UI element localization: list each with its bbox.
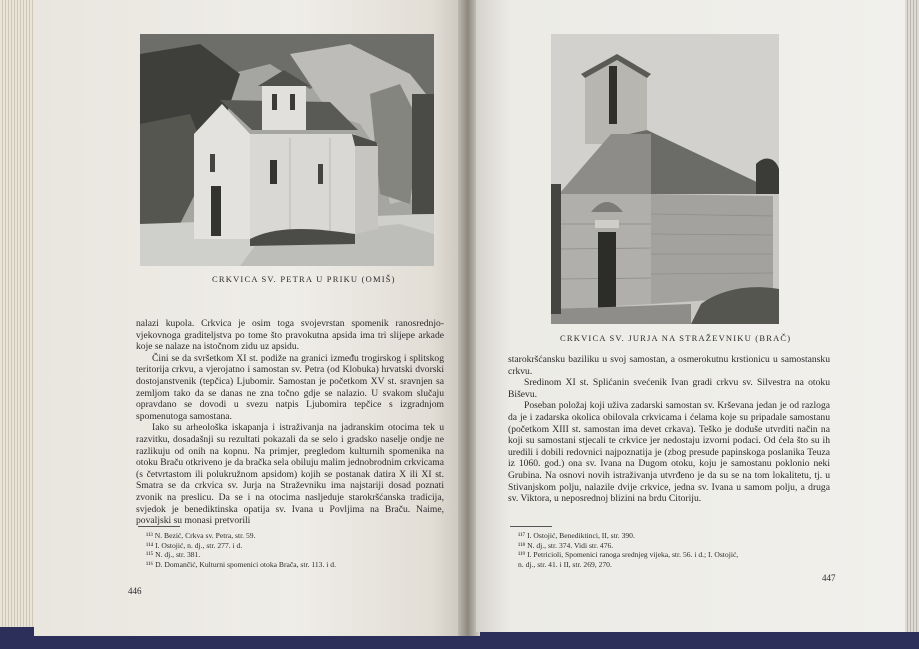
footnote: ¹¹⁸ N. dj., str. 374. Vidi str. 476. xyxy=(518,540,614,550)
footnote: ¹¹⁵ N. dj., str. 381. xyxy=(146,550,201,560)
photo-caption-right: CRKVICA SV. JURJA NA STRAŽEVNIKU (BRAČ) xyxy=(560,333,792,343)
photo-caption-left: CRKVICA SV. PETRA U PRIKU (OMIŠ) xyxy=(212,274,396,284)
paragraph: nalazi kupola. Crkvica je osim toga svojevrstan spomenik ranosrednjo-vjekovnoga graditeljstva po tome što pravokutna apsida ima tri slijepe arkade koje se nalaze na istočnom zidu uz apsidu. xyxy=(136,318,444,353)
page-number-left: 446 xyxy=(128,586,142,596)
footnote-divider xyxy=(138,526,180,527)
paragraph: starokršćansku baziliku u svoj samostan, a osmerokutnu krstionicu u samostansku crkvu. xyxy=(508,354,830,377)
right-body-text xyxy=(508,354,830,505)
footnote: n. dj., str. 41. i II, str. 269, 270. xyxy=(518,559,612,569)
right-footnotes xyxy=(518,531,738,569)
footnote: ¹¹⁴ I. Ostojić, n. dj., str. 277. i d. xyxy=(146,540,243,550)
footnote-divider xyxy=(510,526,552,527)
paragraph: Čini se da svršetkom XI st. podiže na granici između trogirskog i splitskog teritorija crkvu, a vjerojatno i samostan sv. Petra (od Klobuka) hrvatski dvorski dostojanstvenik (tepčica) Ljubomir. Samostan je početkom XV st. sravnjen sa zemljom tako da se danas ne zna točno gdje se nalazio. U svakom slučaju opravdano se dovodi u svezu natpis Ljubomira tepčice s izgradnjom spomenutoga samostana. xyxy=(136,352,444,422)
left-footnotes xyxy=(146,531,336,569)
footnote: ¹¹⁶ D. Domančić, Kulturni spomenici otoka Brača, str. 113. i d. xyxy=(146,559,336,569)
church-photo-sv-petra xyxy=(140,34,434,266)
footnote: ¹¹⁹ I. Petricioli, Spomenici ranoga srednjeg vijeka, str. 56. i d.; I. Ostojić, xyxy=(518,550,739,560)
book-page-edges-right xyxy=(905,0,919,632)
footnote: ¹¹³ N. Bezić, Crkva sv. Petra, str. 59. xyxy=(146,531,256,540)
church-photo-sv-jurja xyxy=(551,34,779,324)
paragraph: Poseban položaj koji uživa zadarski samostan sv. Krševana jedan je od razloga da je i zadarska okolica obilovala crkvicama i ćelama koje su pripadale samostanu (početkom XIII st. samostan ima devet crkava). Teško je doduše utvrditi način na koji su samostani stjecali te crkvice jer nedostaju izvorni podaci. Od ćela što su ih uredili i dobili redovnici najpoznatija je (zbog presude papinskoga poslanika Teuza iz 1060. god.) ona sv. Ivana na Dugom otoku, koju je samostanu poklonio neki Grubina. Na osnovi novih istraživanja utvrđeno je da su se na tom lokalitetu, tj. u Stivanjskom polju, nalazile dvije crkvice, jedna sv. Ivana u samom polju, a druga sv. Viktora, u neposrednoj blizini na brdu Citoriju. xyxy=(508,400,830,505)
paragraph: Iako su arheološka iskapanja i istraživanja na jadranskim otocima tek u razvitku, dosadašnji su rezultati pokazali da se selo i gradsko naselje ondje ne razlikuju od onih na kopnu. Na primjer, pregledom kulturnih spomenika na otoku Braču otkriveno je da bračka sela obiluju malim jednobrodnim crkvicama (s četvrtastom ili polukružnom apsidom) kojih se postanak datira X ili XI st. Smatra se da crkvica sv. Jurja na Straževniku ima najstariji dosad poznati zvonik na preslicu. Da se i na otocima nasljeduje starokršćanska tradicija, svjedok je benediktinska opatija sv. Ivana u Povljima na Braču. Naime, povaljski su monasi pretvorili xyxy=(136,422,444,527)
footnote: ¹¹⁷ I. Ostojić, Benediktinci, II, str. 390. xyxy=(518,531,635,540)
paragraph: Sredinom XI st. Splićanin svećenik Ivan gradi crkvu sv. Silvestra na otoku Biševu. xyxy=(508,377,830,400)
book-page-edges-left xyxy=(0,0,36,649)
page-number-right: 447 xyxy=(822,573,836,583)
left-body-text xyxy=(136,318,444,527)
